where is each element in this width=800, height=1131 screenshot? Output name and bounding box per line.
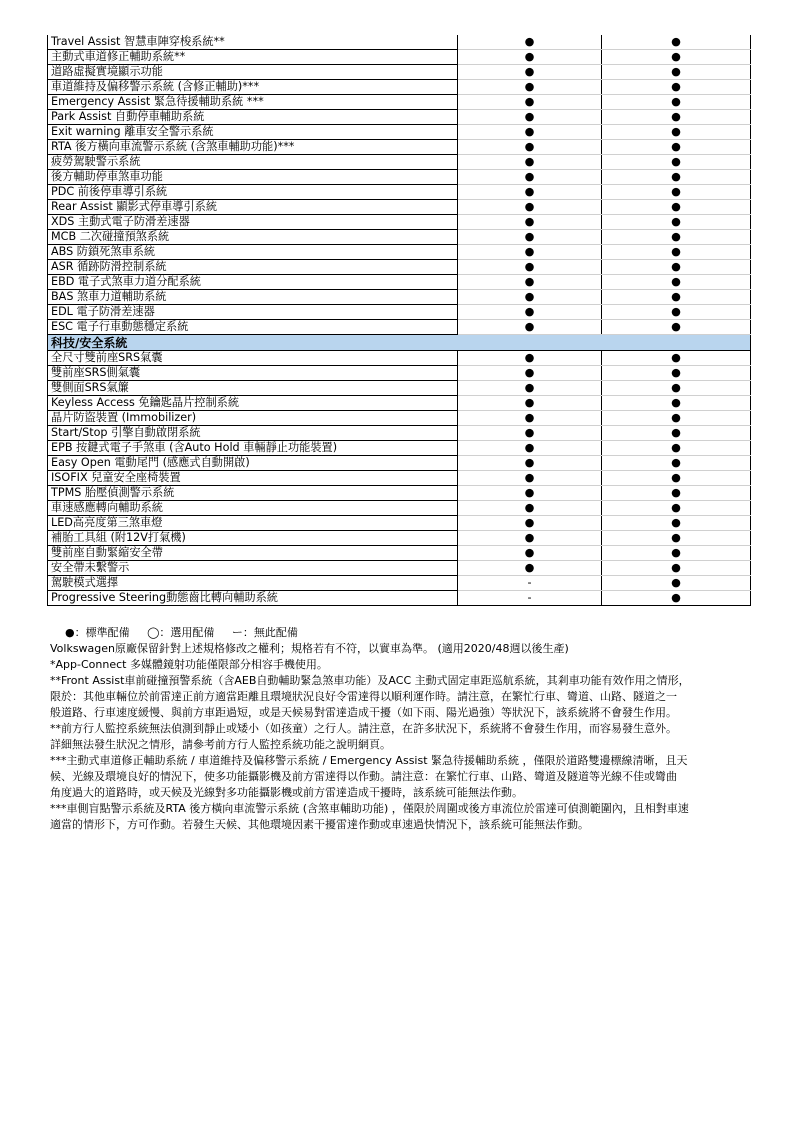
trim-a-mark: ● bbox=[458, 260, 602, 275]
trim-b-mark: ● bbox=[602, 561, 751, 576]
trim-a-mark: ● bbox=[458, 381, 602, 396]
feature-name: MCB 二次碰撞預煞系統 bbox=[48, 230, 458, 245]
note-line: 詳細無法發生狀況之情形，請參考前方行人監控系統功能之說明網頁。 bbox=[50, 738, 391, 751]
note-line: 候、光線及環境良好的情況下，使多功能攝影機及前方雷達得以作動。請注意：在繁忙行車、山路、彎道及隧道等光線不佳或彎曲 bbox=[50, 770, 677, 783]
feature-name: Start/Stop 引擎自動啟閉系統 bbox=[48, 426, 458, 441]
feature-name: 補胎工具組 (附12V打氣機) bbox=[48, 531, 458, 546]
spec-table-body-bottom bbox=[48, 351, 751, 606]
note-line: ***主動式車道修正輔助系統 / 車道維持及偏移警示系統 / Emergency Assist 緊急待援輔助系統 ，僅限於道路雙邊標線清晰，且天 bbox=[50, 754, 688, 767]
trim-b-mark: ● bbox=[602, 35, 751, 50]
trim-b-mark: ● bbox=[602, 320, 751, 335]
trim-a-mark: ● bbox=[458, 65, 602, 80]
feature-name: Travel Assist 智慧車陣穿梭系統** bbox=[48, 35, 458, 50]
legend bbox=[65, 625, 755, 641]
trim-a-mark: ● bbox=[458, 305, 602, 320]
trim-a-mark: ● bbox=[458, 170, 602, 185]
trim-b-mark: ● bbox=[602, 486, 751, 501]
feature-name: ASR 循跡防滑控制系統 bbox=[48, 260, 458, 275]
legend-standard: ●：標準配備 bbox=[65, 626, 130, 639]
note-line: Volkswagen原廠保留針對上述規格修改之權利；規格若有不符，以實車為準。 (適用2020/48週以後生產) bbox=[50, 642, 569, 655]
table-row bbox=[48, 561, 751, 576]
trim-a-mark: ● bbox=[458, 230, 602, 245]
feature-name: 疲勞駕駛警示系統 bbox=[48, 155, 458, 170]
table-row bbox=[48, 230, 751, 245]
trim-b-mark: ● bbox=[602, 140, 751, 155]
trim-b-mark: ● bbox=[602, 501, 751, 516]
feature-name: 主動式車道修正輔助系統** bbox=[48, 50, 458, 65]
trim-b-mark: ● bbox=[602, 230, 751, 245]
trim-b-mark: ● bbox=[602, 125, 751, 140]
trim-b-mark: ● bbox=[602, 591, 751, 606]
trim-a-mark: ● bbox=[458, 185, 602, 200]
notes-block bbox=[50, 625, 755, 833]
trim-b-mark: ● bbox=[602, 366, 751, 381]
trim-b-mark: ● bbox=[602, 275, 751, 290]
note-line: 限於：其他車輛位於前雷達正前方適當距離且環境狀況良好令雷達得以順利運作時。請注意，在繁忙行車、彎道、山路、隧道之一 bbox=[50, 690, 677, 703]
trim-a-mark: ● bbox=[458, 396, 602, 411]
trim-a-mark: ● bbox=[458, 35, 602, 50]
feature-name: BAS 煞車力道輔助系統 bbox=[48, 290, 458, 305]
trim-b-mark: ● bbox=[602, 65, 751, 80]
trim-b-mark: ● bbox=[602, 576, 751, 591]
note-line: 適當的情形下，方可作動。若發生天候、其他環境因素干擾雷達作動或車速過快情況下，該系統可能無法作動。 bbox=[50, 818, 589, 831]
trim-a-mark: ● bbox=[458, 411, 602, 426]
trim-b-mark: ● bbox=[602, 456, 751, 471]
table-row bbox=[48, 155, 751, 170]
trim-a-mark: ● bbox=[458, 456, 602, 471]
table-row bbox=[48, 245, 751, 260]
table-row bbox=[48, 125, 751, 140]
trim-a-mark: ● bbox=[458, 245, 602, 260]
trim-a-mark: ● bbox=[458, 471, 602, 486]
trim-a-mark: ● bbox=[458, 50, 602, 65]
spec-table-body-top bbox=[48, 35, 751, 335]
trim-a-mark: ● bbox=[458, 320, 602, 335]
table-row bbox=[48, 50, 751, 65]
table-row bbox=[48, 305, 751, 320]
table-row bbox=[48, 396, 751, 411]
note-line: *App-Connect 多媒體鏡射功能僅限部分相容手機使用。 bbox=[50, 658, 328, 671]
feature-name: RTA 後方橫向車流警示系統 (含煞車輔助功能)*** bbox=[48, 140, 458, 155]
table-row bbox=[48, 531, 751, 546]
table-row bbox=[48, 290, 751, 305]
trim-b-mark: ● bbox=[602, 170, 751, 185]
feature-name: 車速感應轉向輔助系統 bbox=[48, 501, 458, 516]
feature-name: Park Assist 自動停車輔助系統 bbox=[48, 110, 458, 125]
table-row bbox=[48, 275, 751, 290]
feature-name: 安全帶未繫警示 bbox=[48, 561, 458, 576]
spec-table-section bbox=[48, 335, 751, 351]
feature-name: Keyless Access 免鑰匙晶片控制系統 bbox=[48, 396, 458, 411]
section-title: 科技/安全系統 bbox=[48, 335, 751, 351]
table-row bbox=[48, 426, 751, 441]
trim-b-mark: ● bbox=[602, 381, 751, 396]
trim-a-mark: ● bbox=[458, 351, 602, 366]
table-row bbox=[48, 591, 751, 606]
notes-lines bbox=[50, 641, 755, 833]
table-row bbox=[48, 140, 751, 155]
trim-b-mark: ● bbox=[602, 80, 751, 95]
trim-b-mark: ● bbox=[602, 260, 751, 275]
feature-name: EBD 電子式煞車力道分配系統 bbox=[48, 275, 458, 290]
feature-name: TPMS 胎壓偵測警示系統 bbox=[48, 486, 458, 501]
feature-name: 雙側面SRS氣簾 bbox=[48, 381, 458, 396]
feature-name: Rear Assist 顯影式停車導引系統 bbox=[48, 200, 458, 215]
trim-b-mark: ● bbox=[602, 305, 751, 320]
table-row bbox=[48, 320, 751, 335]
note-line: ***車側盲點警示系統及RTA 後方橫向車流警示系統 (含煞車輔助功能) ，僅限於周圍或後方車流位於雷達可偵測範圍內，且相對車速 bbox=[50, 802, 689, 815]
feature-name: EPB 按鍵式電子手煞車 (含Auto Hold 車輛靜止功能裝置) bbox=[48, 441, 458, 456]
feature-name: Exit warning 離車安全警示系統 bbox=[48, 125, 458, 140]
trim-a-mark: ● bbox=[458, 546, 602, 561]
note-line: **Front Assist車前碰撞預警系統（含AEB自動輔助緊急煞車功能）及ACC 主動式固定車距巡航系統，其剎車功能有效作用之情形， bbox=[50, 674, 690, 687]
spec-table bbox=[47, 35, 751, 606]
trim-a-mark: ● bbox=[458, 95, 602, 110]
trim-b-mark: ● bbox=[602, 185, 751, 200]
trim-a-mark: - bbox=[458, 576, 602, 591]
legend-none: ー：無此配備 bbox=[231, 626, 298, 639]
trim-a-mark: ● bbox=[458, 290, 602, 305]
section-header-row bbox=[48, 335, 751, 351]
table-row bbox=[48, 441, 751, 456]
trim-a-mark: ● bbox=[458, 501, 602, 516]
trim-a-mark: ● bbox=[458, 110, 602, 125]
table-row bbox=[48, 471, 751, 486]
trim-b-mark: ● bbox=[602, 110, 751, 125]
table-row bbox=[48, 501, 751, 516]
table-row bbox=[48, 351, 751, 366]
feature-name: 晶片防盜裝置 (Immobilizer) bbox=[48, 411, 458, 426]
feature-name: 全尺寸雙前座SRS氣囊 bbox=[48, 351, 458, 366]
table-row bbox=[48, 200, 751, 215]
trim-a-mark: ● bbox=[458, 441, 602, 456]
feature-name: Easy Open 電動尾門 (感應式自動開啟) bbox=[48, 456, 458, 471]
table-row bbox=[48, 576, 751, 591]
feature-name: ISOFIX 兒童安全座椅裝置 bbox=[48, 471, 458, 486]
feature-name: Progressive Steering動態齒比轉向輔助系統 bbox=[48, 591, 458, 606]
feature-name: Emergency Assist 緊急待援輔助系統 *** bbox=[48, 95, 458, 110]
table-row bbox=[48, 80, 751, 95]
trim-b-mark: ● bbox=[602, 200, 751, 215]
note-line: 般道路、行車速度緩慢、與前方車距過短，或是天候易對雷達造成干擾（如下雨、陽光過強）等狀況下，該系統將不會發生作用。 bbox=[50, 706, 677, 719]
table-row bbox=[48, 516, 751, 531]
table-row bbox=[48, 110, 751, 125]
trim-b-mark: ● bbox=[602, 441, 751, 456]
trim-b-mark: ● bbox=[602, 516, 751, 531]
table-row bbox=[48, 381, 751, 396]
table-row bbox=[48, 260, 751, 275]
feature-name: 後方輔助停車煞車功能 bbox=[48, 170, 458, 185]
trim-b-mark: ● bbox=[602, 396, 751, 411]
trim-a-mark: ● bbox=[458, 215, 602, 230]
feature-name: PDC 前後停車導引系統 bbox=[48, 185, 458, 200]
table-row bbox=[48, 546, 751, 561]
trim-a-mark: ● bbox=[458, 366, 602, 381]
trim-a-mark: ● bbox=[458, 486, 602, 501]
feature-name: LED高亮度第三煞車燈 bbox=[48, 516, 458, 531]
trim-b-mark: ● bbox=[602, 155, 751, 170]
feature-name: ABS 防鎖死煞車系統 bbox=[48, 245, 458, 260]
trim-b-mark: ● bbox=[602, 426, 751, 441]
table-row bbox=[48, 35, 751, 50]
feature-name: 雙前座自動緊縮安全帶 bbox=[48, 546, 458, 561]
trim-b-mark: ● bbox=[602, 471, 751, 486]
note-line: 角度過大的道路時，或天候及光線對多功能攝影機或前方雷達造成干擾時，該系統可能無法作動。 bbox=[50, 786, 523, 799]
trim-a-mark: ● bbox=[458, 561, 602, 576]
legend-optional: ◯：選用配備 bbox=[147, 626, 215, 639]
table-row bbox=[48, 65, 751, 80]
trim-b-mark: ● bbox=[602, 215, 751, 230]
trim-a-mark: ● bbox=[458, 80, 602, 95]
feature-name: 車道維持及偏移警示系統 (含修正輔助)*** bbox=[48, 80, 458, 95]
feature-name: EDL 電子防滑差速器 bbox=[48, 305, 458, 320]
trim-a-mark: ● bbox=[458, 531, 602, 546]
trim-b-mark: ● bbox=[602, 411, 751, 426]
feature-name: ESC 電子行車動態穩定系統 bbox=[48, 320, 458, 335]
trim-b-mark: ● bbox=[602, 290, 751, 305]
table-row bbox=[48, 215, 751, 230]
table-row bbox=[48, 366, 751, 381]
feature-name: 駕駛模式選擇 bbox=[48, 576, 458, 591]
trim-a-mark: ● bbox=[458, 516, 602, 531]
trim-b-mark: ● bbox=[602, 95, 751, 110]
trim-b-mark: ● bbox=[602, 546, 751, 561]
trim-b-mark: ● bbox=[602, 245, 751, 260]
trim-b-mark: ● bbox=[602, 351, 751, 366]
trim-b-mark: ● bbox=[602, 531, 751, 546]
trim-a-mark: - bbox=[458, 591, 602, 606]
table-row bbox=[48, 170, 751, 185]
trim-b-mark: ● bbox=[602, 50, 751, 65]
table-row bbox=[48, 95, 751, 110]
table-row bbox=[48, 486, 751, 501]
trim-a-mark: ● bbox=[458, 426, 602, 441]
table-row bbox=[48, 411, 751, 426]
feature-name: 雙前座SRS側氣囊 bbox=[48, 366, 458, 381]
feature-name: 道路虛擬實境顯示功能 bbox=[48, 65, 458, 80]
trim-a-mark: ● bbox=[458, 155, 602, 170]
note-line: **前方行人監控系統無法偵測到靜止或矮小（如孩童）之行人。請注意，在許多狀況下，系統將不會發生作用，而容易發生意外。 bbox=[50, 722, 677, 735]
table-row bbox=[48, 456, 751, 471]
trim-a-mark: ● bbox=[458, 200, 602, 215]
trim-a-mark: ● bbox=[458, 275, 602, 290]
trim-a-mark: ● bbox=[458, 140, 602, 155]
feature-name: XDS 主動式電子防滑差速器 bbox=[48, 215, 458, 230]
table-row bbox=[48, 185, 751, 200]
trim-a-mark: ● bbox=[458, 125, 602, 140]
